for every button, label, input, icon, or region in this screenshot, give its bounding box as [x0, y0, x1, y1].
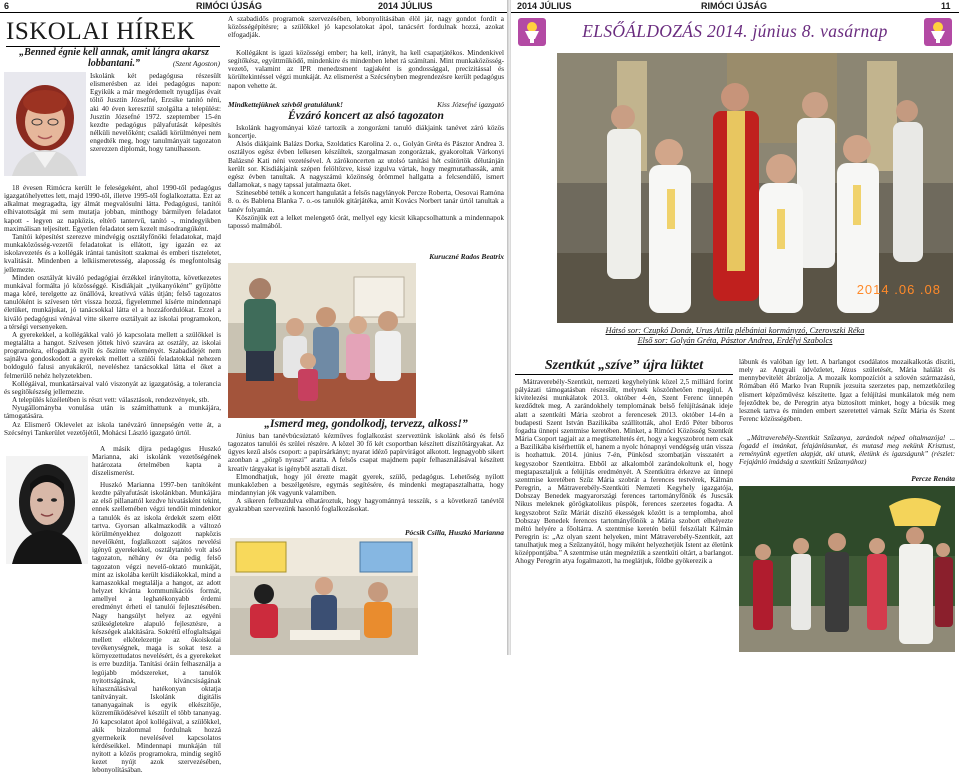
- left-newspaper-name: RIMÓCI ÚJSÁG: [196, 1, 263, 11]
- body-text-block: 18 évesen Rimócra került le feleségeként, ahol 1990-től pedagógus igazgatóhelyettes lett, majd 1990-től, illetve 1995-től foglalkoztatta. Ezt az alkalmat megragadta, így álmát megvalósulni látta. Pedagógusi, tanítói elhivatottságát mi sem mutatja jobban, minthogy bármilyen feladatot kapott - legyen az napközis, eltérő tantervű, tanító -, mindegyikben maximálisan teljesített. Egyetlen feladatot sem kezelt másodrangúként. Tanítói képesítést szerezve mindvégig osztályfőnöki feladatokat, majd munkaközösség-vezetői feladatokat is ellátott, így igazán ez az iskolavezetés és a kollégák irántai tanúsított szakmai és emberi tiszteletet, kvalitását. Mindenben a lelkiismeretesség, alaposság és megfontoltság jellemezte. Minden osztályát kiváló pedagógiai érzékkel irányította, következetes munkával formálta jó közösséggé. Kisdiákjait „tyúkanyóként” gyűjtötte maga köré, terelgette az önállóvá, kreatívvá válás útján; felső tagozatos tanulóként is szívesen tért vissza hozzá, figyelemmel kísérte mindennapi életüket, munkájukat, jó tanácsokkal látta el a hozzáfordulókat. Ezzel a kiváló pedagógusi vénával vitte sikerre osztályait az iskolai programokon, a térségi versenyeken. A gyerekekkel, a kollégákkal való jó kapcsolata mellett a szülőkkel is megtalálta a hangot. Szívesen jöttek hivó szavára az osztály, az iskolai programokra, elfogadták nyílt és őszinte véleményét. Szabadidejét nem sajnálva gondoskodott a gyerekek mellett a szülői feladatokkal nehezen boldoguló falusi anyukákról, neveléshez tanácsokkal látta el őket a felmerülő nehéz helyzetekben. Kollégáival, munkatársaival való viszonyát az igazgatóság, a tolerancia és segítőkészség jellemezte. A település közéletében is részt vett: választások, rendezvények, stb. Nyugállományba vonulása után is számíthattunk a munkájára, támogatására. Az Elismerő Oklevelet az iskola tanévzáró ünnepségén vette át, a Szécsényi Tankerület vezetőjétől, Mohácsi László igazgató úrtól.: [4, 184, 221, 437]
- right-newspaper-name: RIMÓCI ÚJSÁG: [701, 1, 768, 11]
- quote-author: (Szent Agoston): [172, 59, 220, 68]
- portrait-jusztin-jozsefne: [4, 72, 86, 176]
- concert-heading: Évzáró koncert az alsó tagozaton: [288, 110, 444, 122]
- col2-colleague-text: Kollégáknt is igazi közösségi ember; ha kell, irányít, ha kell csapatjátékos. Mindenkivel segítőkész, együttműködő, mindenkire és mindenben lehet rá számítani. Mint munkaközösség-vezető, valamint az IPR menedzsment tagjaként is gondossággal, precizitással és körültekintéssel végzi munkáját. Az elismerést a Szécsényben megrendezésre került pedagógus napon vehette át.: [228, 49, 504, 90]
- workshop-photo: [230, 538, 418, 655]
- signature-percze: Percze Renáta: [911, 474, 955, 483]
- first-communion-photo: [557, 53, 953, 323]
- article-column-b-text: lábunk és valóban így lett. A barlangot csodálatos mozaikalkotás díszíti, mely az Angyali üdvözletet, Jézus születését, Mária halálát és mennybevitelét ábrázolja. A mozaik kompozíciót a szlovén származású, Rómában élő Marko Ivan Rupnik jezsuita szerzetes pap, nemzetközileg elismert képzőművész készítette. Igaz a felújítási munkálatok még nem fejeződtek be, de Peregrin atya biztosított minket, hogy a búcsúk meg lesznek tartva és minden embert szeretettel várnak Szűz Mária és Szent Ferenc közösségében.: [739, 358, 955, 424]
- signature-kuruczne: Kuruczné Rados Beatrix: [429, 252, 504, 261]
- left-date: 2014 JÚLIUS: [378, 1, 433, 11]
- left-column-2: [226, 14, 506, 655]
- left-page-header: [0, 0, 508, 13]
- section-quote: „Benned égnie kell annak, amit lángra akarsz lobbantani.”: [19, 47, 209, 69]
- huszko-text: Huszkó Marianna 1997-ben tanítóként kezdte pályafutását iskolánkban. Munkájára az első pillanattól kezdve hivatásként tekint, ennek szellemében végzi tendőit mindenkor a tanulók és az iskola érdekét szem előtt tartva. Gyorsan alkalmazkodik a változó körülményekhez dolgozott napközis nevelőként, foglalkozott sajátos nevelési igényű gyerekekkel, osztálytanító volt alsó tagozaton, néhány év óta pedig felső tagozaton végzi nevelő-oktató munkáját, mint az iskolába került kisdiákokkal, mind a kamaszokkal megtalálja a hangot, az adott helyzet kívánta kommunikációs formát, amellyel a leghatékonyabb érdemi eredményt érheti el tanulói fejlesztésében. Nagy hangsúlyt helyez az egyéni szükségletekre alapuló fejlesztésre, a készségek alakítására. Sokrétű elfoglaltságai mellett elkötelezettje az ökoiskolai tevékenységnek, maga is sokat tesz a környezettudatos nevelésért, és a gyerekeket is erre buzdítja. Tanítási óráin felhasználja a legújabb módszereket, a tanulók nyitottságának, kíváncsiságának kihasználásával hatékonyan oktatja tanítványait. Iskolánk digitális tananyagainak is egyik elkészítője, közreműködésével készült el több tananyag. Jó kapcsolatot ápol kollégáival, a szülőkkel, akik bizalommal fordulnak hozzá gyermekeik nevelésével kapcsolatos kérdéseikkel. Mindennapi munkáján túl nyitott a közös programokra, mindig segítő kezet nyújt azok szervezésében, lebonyolításában.: [92, 481, 221, 775]
- congrats-line: Mindkettejüknek szívből gratulálunk! Kiss Józsefné igazgató: [228, 100, 504, 109]
- article-column-a: Mátraverebély-Szentkút, nemzeti kegyhelyünk közel 2,5 milliárd forint pályázati támogatásban részesült, melynek köszönhetően megújul. A kivitelezési munkálatok 2013. október 4-én, Szent Ferenc ünnepén kezdődtek meg. A zarándokhely templomának belső felújításának ideje alatt a szentkúti Mária szobrot a ferencesek 2013. október 14-én a budapesti Szent István Bazilikába szállították, ahol Erdő Péter bíboros fogadta ünnepi szentmise keretében. Minket, a Rimóci Közösség Szentkút Mária Csoport tagjait az a megtiszteltetés ért, hogy a kegyszobrot nem csak a Bazilikába kísérhettük el, hanem a nyolc hónapnyi vendégség után vissza is hozhattuk. 2014. június 7-én, Pünkösd szombatján visszatért a kegyszobor Szentkútra. Ebből az alkalomból zarándokoltunk el, hogy megtapasztaljuk a felújítás eredményét. A Szentkútra érkezve az ünnepi szentmise keretében Szűz Mária szobrát a ferences testvérek, Kálmán Peregrin, a Mátraverebély-Szentkúti Nemzeti Kegyhely igazgatója, Dobszay Benedek magyarországi ferences tartományfőnök és Juscsák Nikus meleknek görögkatolikus püspök, ferences szerzetes fogadta. A kegyszobrot Szűz Máriát díszítő ékességek között is a templomba, ahol Dobszay Benedek ferences tartományfőnök a Mária szobort elhelyezte méltó helyére a főoltárra. A szentmise keretén belül felszólalt Kálmán Peregrin is: „Az olyan szent helyeken, mint Mátraverebély-Szentkút, azt tanulhatjuk meg a Szűzanyától, hogy miként helyezhetjük Istent az életünk középpontjába.” A szentmise után megnéztük a szentkúti oltárt, a barlangot. Ahogy Peregrin atya fogalmazott, ha meglátjuk, földbe gyökerezik a: [515, 378, 733, 566]
- first-communion-title: ELSŐÁLDOZÁS 2014. június 8. vasárnap: [582, 21, 888, 41]
- procession-photo: [739, 486, 955, 652]
- article-title: Szentkút „szíve” újra lüktet: [515, 357, 733, 375]
- chalice-icon-right: [923, 17, 953, 47]
- chalice-icon-left: [517, 17, 547, 47]
- portrait-huszko-marianna: [6, 456, 88, 564]
- right-page: [511, 0, 959, 655]
- workshop-text: Június ban tanévbúcsúztató kézműves foglalkozást szerveztünk iskolánk alsó és felső tagozatos tanulói és szülei részére. A közel 30 fő két csoportban készített díszítőtárgyakat. Az ügyes kezű alsós csoport: a papírsárkányt; nyarat idéző papírvirágot alkotott. legnagyobb sikert azonban a „pörgő nyuszi” aratta. A felsős csapat majdnem papír felhasználásával készített kreatív tárgyakat is igényből asztali díszt. Elmondhatjuk, hogy jól érezte magát gyerek, szülő, pedagógus. Lehetőség nyílott munkaközben a beszélgetésre, egymás segítésére, és mindenki megtapasztalhatta, hogy mindannyian jók vagyunk valamiben. A sikeren felbuzdulva elhatároztuk, hogy hagyománnyá tesszük, s a következő tanévtől gyakrabban szervezünk hasonló foglalkozásokat.: [228, 432, 504, 514]
- signature-kiss: Kiss Józsefné igazgató: [437, 100, 504, 109]
- caption-front-row: Első sor: Golyán Gréta, Pásztor Andrea, Erdélyi Szabolcs: [637, 336, 833, 345]
- article-column-b-quote: „Mátraverebély-Szentkút Szűzanya, zarándok néped oltalmazója! ... fogadd el imánkat, felajánlásunkat, és mutasd meg nekünk Krisztust, reményünk egyetlen alapját, aki utunk, életünk és igazságunk” (részlet: Fejajánló imádság a szentkúti Szűzanyához): [739, 434, 955, 467]
- left-column-1: [2, 14, 223, 775]
- col2-intro: A szabadidős programok szervezésében, lebonyolításában élöl jár, nagy gondot fordít a közösségépítésre; a szülőkkel jó kapcsolatokat ápol, tanácsért fordulnak hozzá, azokat elfogadják.: [228, 15, 504, 40]
- caption-back-row: Hátsó sor: Czupkó Donát, Urus Attila plébániai kormányzó, Czerovszki Réka: [605, 326, 865, 335]
- concert-photo: [228, 263, 416, 418]
- left-page-number: 6: [4, 1, 10, 11]
- signature-pocsik: Pócsik Csilla, Huszkó Marianna: [405, 528, 504, 537]
- photo-date-stamp: 2014 .06 .08: [856, 282, 941, 297]
- right-date: 2014 JÚLIUS: [517, 1, 572, 11]
- workshop-heading: „Ismerd meg, gondolkodj, tervezz, alkoss!”: [264, 418, 468, 430]
- body-text-right-of-portrait: A másik díjra pedagógus Huszkó Marianna, aki iskolánk vezetőségének határozata értelmében kapta a díszelismerést.: [92, 445, 221, 478]
- section-title: ISKOLAI HÍREK: [6, 18, 220, 47]
- concert-text: Iskolánk hagyományai közé tartozik a zongorázni tanuló diákjaink tanévet záró közös koncertje. Alsós diákjaink Balázs Dorka, Szoldatics Karolina 2. o., Golyán Gréta és Pásztor Andrea 3. osztályos egész évben lelkesen készültek, szorgalmasan zongoráztak, gyakoroltak Várkonyi Balázsné Kati néni vezetésével. A zárókoncerten az utolsó tanítási hét csütörtök délutánján került sor. Kisdiákjaink szépen felöltözve, kissé izgulva vártak, hogy megmutathassák, amit egész évben tanultak. A nagyszámú közönség örömmel hallgatta a felcsendülő, ismert dallamokat, s nagy tapssal jutalmazta őket. Színesebbé tették a koncert hangulatát a felsős nagylányok Percze Roberta, Oesovai Ramóna 8. o. és Bablena Blanka 7. o.-os tanulók gitárjátéka, amit Kovács Norbert tanár úrtól tanultak a tanév folyamán. Köszönjük ezt a lelket melengető órát, mellyel egy kicsit kikapcsolhattunk a mindennapok tapossó malmából.: [228, 124, 504, 230]
- intro-text: Iskolánk két pedagógusa részesült elismerésben az idei pedagógus napon: Egyikük a már megérdemelt nyugdíjas évait töltő Jusztin Józsefné, Erzsike tanító néni, aki 40 éven keresztül szolgálta a települést: Jusztin Józsefné 1972. szeptember 15-én kezdte pedagógus pályafutását képesítés nélküli nevelőként; családi körülményei nem engedték meg, hogy tanulmányait tagozaton szerezzen diplomát, hogy tanulhasson.: [90, 72, 221, 154]
- right-page-number: 11: [941, 1, 951, 11]
- right-page-header: [511, 0, 959, 13]
